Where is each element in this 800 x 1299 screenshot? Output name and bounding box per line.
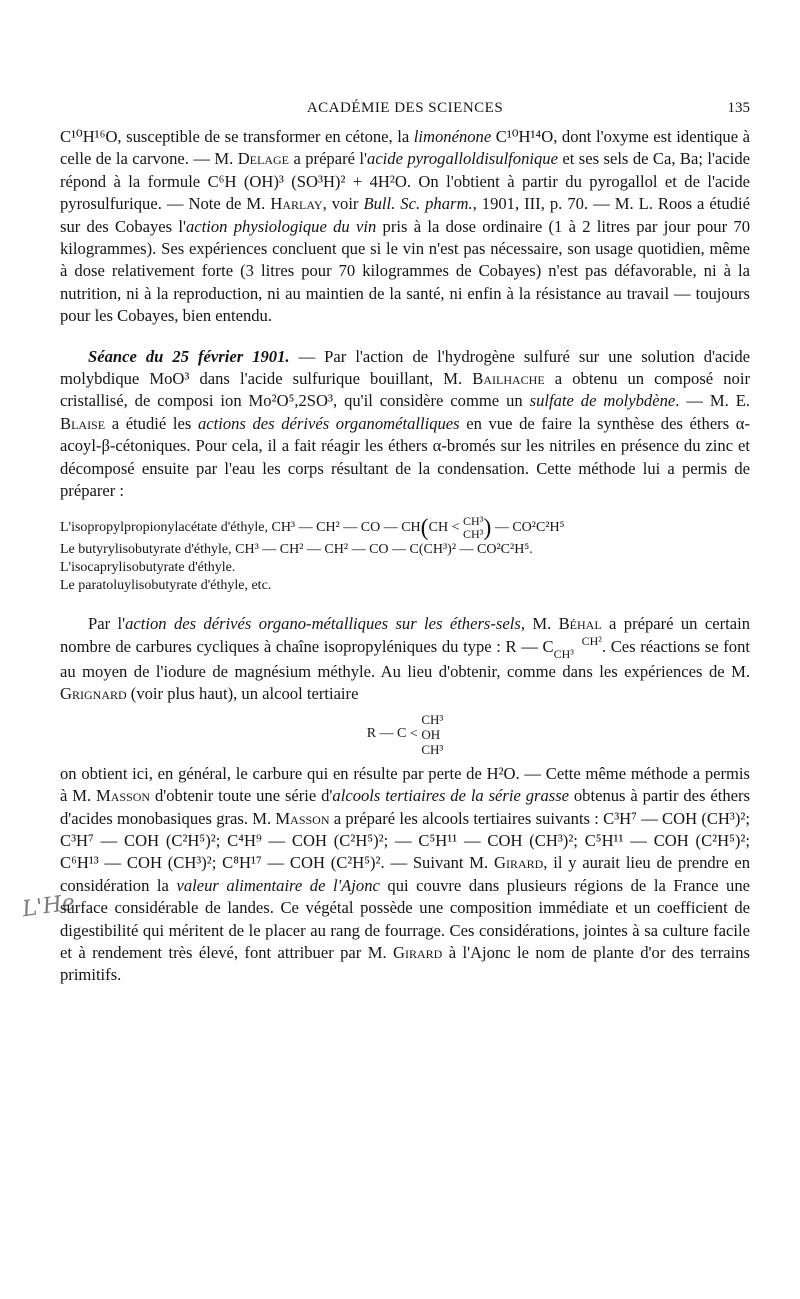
text-run: . — M. E. — [675, 391, 750, 411]
author-name: Bailhache — [472, 369, 545, 389]
list-item — [60, 515, 750, 541]
list-item: Le paratoluylisobutyrate d'éthyle, etc. — [60, 577, 272, 593]
author-name: Masson — [95, 786, 151, 806]
text-run: , il y aurait lieu de prendre en considération la — [60, 853, 751, 895]
formula-top: CH³ — [421, 711, 444, 727]
text-run: et ses sels de Ca, Ba; l'acide répond à la formule C⁶H (OH)³ (SO³H)² + 4H²O. On l'obtient à partir du pyrogallol et de l'acide pyrosulfurique. — Note de M. — [60, 149, 750, 214]
formula-text: L'isopropylpropionylacétate d'éthyle, CH³ — CH² — CO — CH — [60, 519, 421, 535]
author-name: Blaise — [60, 413, 106, 433]
author-name: Girard — [493, 853, 544, 873]
author-name: Harlay — [270, 194, 323, 214]
inline-formula-stack — [554, 635, 602, 661]
handwritten-margin-note: L'He — [20, 890, 77, 923]
formula-text: CH — [428, 519, 449, 535]
author-name: Grignard — [60, 684, 127, 704]
italic-term: alcools tertiaires de la série grasse — [332, 786, 570, 806]
formula-stack — [421, 712, 443, 757]
paragraph-4 — [60, 763, 750, 987]
page-body — [60, 126, 750, 987]
author-name: Delage — [237, 149, 290, 169]
text-run: obtenus à partir des éthers d'acides monobasiques gras. M. — [60, 786, 750, 828]
paragraph-2 — [60, 346, 750, 503]
italic-term: limonénone — [413, 127, 492, 146]
branch-symbol: < — [451, 519, 460, 535]
paragraph-1 — [60, 126, 750, 328]
text-run: a étudié les — [105, 413, 198, 433]
text-run: , voir — [322, 194, 364, 214]
text-run: en vue de faire la synthèse des éthers α-acoyl-β-cétoniques. Pour cela, il a fait réagir les éthers α-bromés sur les nitriles en présence du zinc et décomposé ensuite par l'eau les corps résultant de la condensation. Cette méthode lui a permis de préparer : — [60, 413, 751, 501]
paren-open: ( — [420, 514, 429, 541]
text-run: on obtient ici, en général, le carbure qui en résulte par perte de H²O. — Cette même méthode a permis à M. — [60, 763, 750, 806]
formula-top: CH² — [581, 633, 602, 648]
list-item: L'isocaprylisobutyrate d'éthyle. — [60, 559, 236, 575]
page-number: 135 — [727, 100, 750, 116]
text-run: a préparé un certain nombre de carbures cycliques à chaîne isopropyléniques du type : R — C — [60, 613, 750, 656]
italic-term: valeur alimentaire de l'Ajonc — [176, 875, 380, 895]
text-run: Par l' — [88, 613, 126, 633]
text-run: , M. — [520, 613, 559, 633]
formula-middle: OH — [421, 726, 441, 742]
text-run: , 1901, III, p. 70. — M. L. Roos a étudié sur des Cobayes l' — [60, 194, 750, 236]
italic-term: sulfate de molybdène — [529, 391, 676, 411]
italic-term: actions des dérivés organométalliques — [197, 413, 460, 433]
text-run: (voir plus haut), un alcool tertiaire — [126, 684, 359, 704]
author-name: Béhal — [558, 613, 602, 633]
compound-list — [60, 515, 750, 595]
text-run: pris à la dose ordinaire (1 à 2 litres par jour pour 70 kilogrammes). Ses expériences concluent que si le vin n'est pas nécessaire, son usage quotidien, même à dose relativement forte (3 litres pour 70 kilogrammes de Cobayes) n'est pas défavorable, ni à la nutrition, ni à la reproduction, ni au maintien de la santé, ni enfin à la résistance au travail — toujours pour les Cobayes, bien entendu. — [60, 216, 751, 326]
text-run: C¹⁰H¹⁴O, dont l'oxyme est identique à celle de la carvone. — M. — [60, 127, 750, 169]
formula-left: R — C — [366, 726, 407, 742]
running-head: ACADÉMIE DES SCIENCES — [306, 100, 504, 116]
paren-close: ) — [483, 514, 492, 541]
list-item: Le butyrylisobutyrate d'éthyle, CH³ — CH² — CH² — CO — C(CH³)² — CO²C²H⁵. — [60, 541, 533, 557]
text-run: a obtenu un composé noir cristallisé, de composi ion Mo²O⁵,2SO³, qu'il considère comme un — [60, 369, 750, 411]
text-run: qui couvre dans plusieurs régions de la France une surface considérable de landes. Ce végétal possède une composition immédiate et un coefficient de digestibilité qui méritent de le placer au rang de fourrage. Ces considérations, jointes à sa culture facile et à rendement très élevé, font attribuer par M. — [60, 875, 750, 962]
tertiary-alcohol-formula — [60, 712, 750, 757]
session-date: Séance du 25 février 1901. — [88, 346, 290, 366]
author-name: Girard — [393, 942, 443, 962]
formula-bottom: CH³ — [463, 526, 484, 541]
text-run: — Par l'action de l'hydrogène sulfuré sur une solution d'acide molybdique MoO³ dans l'acide sulfurique bouillant, M. — [60, 346, 750, 389]
page-header — [60, 100, 750, 124]
paragraph-3 — [60, 613, 750, 706]
italic-term: acide pyrogalloldisulfonique — [367, 149, 558, 169]
formula-text: — CO²C²H⁵ — [494, 519, 565, 535]
formula-bottom: CH³ — [421, 741, 444, 757]
formula-stack — [463, 515, 483, 541]
italic-term: action physiologique du vin — [185, 216, 377, 236]
branch-symbol: < — [409, 726, 418, 742]
text-run: a préparé l' — [289, 149, 368, 169]
text-run: d'obtenir toute une série d' — [150, 786, 333, 806]
author-name: Masson — [275, 808, 330, 828]
italic-term: action des dérivés organo-métalliques sur les éthers-sels — [125, 613, 521, 633]
journal-title: Bull. Sc. pharm. — [363, 194, 473, 214]
formula-bottom: CH³ — [553, 646, 574, 661]
text-run: . Ces réactions se font au moyen de l'iodure de magnésium méthyle. Au lieu d'obtenir, comme dans les expériences de M. — [60, 636, 750, 681]
text-run: à l'Ajonc le nom de plante d'or des terrains primitifs. — [60, 942, 750, 985]
formula-top: CH³ — [463, 514, 484, 528]
text-run: C¹⁰H¹⁶O, susceptible de se transformer en cétone, la — [60, 127, 414, 146]
text-run: a préparé les alcools tertiaires suivants : C³H⁷ — COH (CH³)²; C³H⁷ — COH (C²H⁵)²; C⁴H⁹ — COH (C²H⁵)²; — C⁵H¹¹ — COH (CH³)²; C⁵H¹¹ — COH (C²H⁵)²; C⁶H¹³ — COH (CH³)²; C⁸H¹⁷ — COH (C²H⁵)². — Suivant M. — [60, 808, 750, 873]
